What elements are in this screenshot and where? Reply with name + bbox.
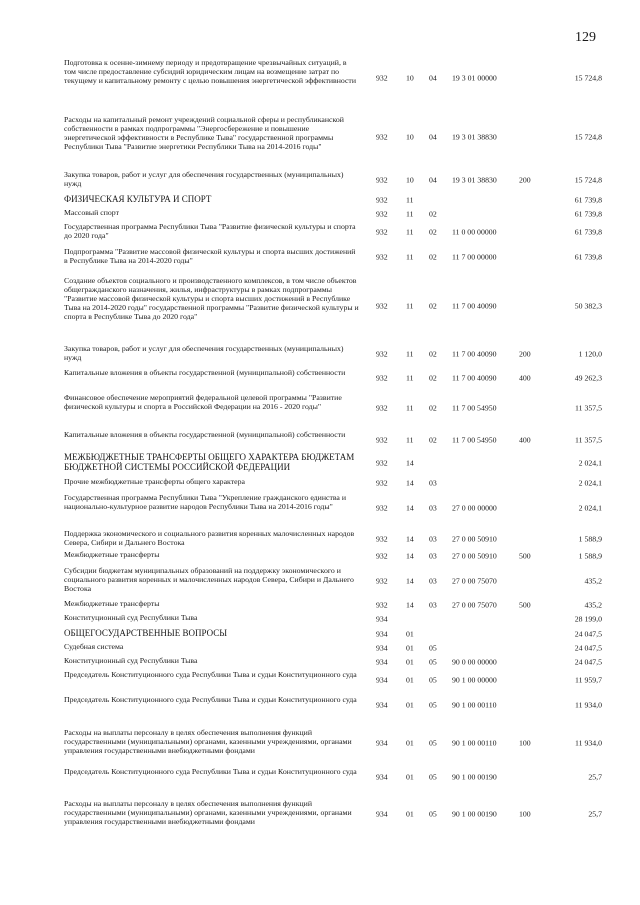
row-description: Расходы на выплаты персоналу в целях обеспечения выполнения функций государственными (муниципальными) органами, казенными учреждениями, органами управления государственными внебюджетными фондами xyxy=(64,799,352,826)
ved-code: 932 xyxy=(376,435,388,445)
target-article-code: 90 1 00 00190 xyxy=(452,772,497,782)
ved-code: 934 xyxy=(376,657,388,666)
subsection-code: 04 xyxy=(429,175,437,185)
section-code: 11 xyxy=(406,195,414,205)
subsection-code: 03 xyxy=(429,534,437,544)
expense-type-code: 500 xyxy=(519,551,531,560)
section-code: 14 xyxy=(406,576,414,586)
subsection-code: 02 xyxy=(429,435,437,445)
amount: 11 934,0 xyxy=(575,700,602,710)
target-article-code: 19 3 01 38830 xyxy=(452,175,497,185)
amount: 2 024,1 xyxy=(578,478,602,487)
subsection-code: 05 xyxy=(429,738,437,748)
table-row xyxy=(0,493,640,523)
amount: 15 724,8 xyxy=(574,132,602,142)
target-article-code: 19 3 01 38830 xyxy=(452,132,497,142)
row-description: Массовый спорт xyxy=(64,208,119,217)
ved-code: 932 xyxy=(376,195,388,205)
expense-type-code: 200 xyxy=(519,175,531,185)
amount: 11 357,5 xyxy=(575,435,602,445)
table-row xyxy=(0,728,640,758)
target-article-code: 11 7 00 40090 xyxy=(452,373,497,383)
row-description: Председатель Конституционного суда Республики Тыва и судьи Конституционного суда xyxy=(64,767,357,776)
table-row xyxy=(0,115,640,159)
table-row xyxy=(0,194,640,206)
subsection-code: 03 xyxy=(429,503,437,513)
row-description: Закупка товаров, работ и услуг для обеспечения государственных (муниципальных) нужд xyxy=(64,170,344,188)
ved-code: 934 xyxy=(376,614,388,623)
section-code: 01 xyxy=(406,675,414,685)
table-row xyxy=(0,656,640,667)
row-description: ОБЩЕГОСУДАРСТВЕННЫЕ ВОПРОСЫ xyxy=(64,628,228,638)
row-description: Поддержка экономического и социального развития коренных малочисленных народов Севера, Сибири и Дальнего Востока xyxy=(64,529,355,547)
amount: 11 959,7 xyxy=(575,675,602,685)
subsection-code: 03 xyxy=(429,600,437,609)
table-row xyxy=(0,222,640,242)
table-row xyxy=(0,566,640,596)
row-description: Подпрограмма "Развитие массовой физической культуры и спорта высших достижений в Республике Тыва на 2014-2020 годы" xyxy=(64,247,356,265)
row-description: Создание объектов социального и производственного комплексов, в том числе объектов общегражданского назначения, жилья, инфраструктуры в рамках подпрограммы "Развитие массовой физической культуры и спорта высших достижений в Республике Тыва на 2014-2020 годы" государственной программы "Развитие физической культуры и спорта в Республике Тыва до 2020 года" xyxy=(64,276,359,321)
ved-code: 934 xyxy=(376,772,388,782)
subsection-code: 03 xyxy=(429,576,437,586)
amount: 50 382,3 xyxy=(574,301,602,311)
table-row xyxy=(0,452,640,474)
amount: 24 047,5 xyxy=(574,643,602,652)
amount: 25,7 xyxy=(588,809,602,819)
section-code: 10 xyxy=(406,132,414,142)
amount: 28 199,0 xyxy=(574,614,602,623)
subsection-code: 05 xyxy=(429,772,437,782)
ved-code: 932 xyxy=(376,73,388,83)
subsection-code: 05 xyxy=(429,643,437,652)
row-description: Расходы на выплаты персоналу в целях обеспечения выполнения функций государственными (муниципальными) органами, казенными учреждениями, органами управления государственными внебюджетными фондами xyxy=(64,728,352,755)
table-row xyxy=(0,276,640,336)
row-description: Расходы на капитальный ремонт учреждений социальной сферы и республиканской собственности в рамках подпрограммы "Энергосбережение и повышение энергетической эффективности в Республике Тыва" государственной программы Республики Тыва "Развитие энергетики Республики Тыва на 2014-2016 годы" xyxy=(64,115,344,151)
ved-code: 932 xyxy=(376,209,388,218)
section-code: 11 xyxy=(406,403,414,413)
ved-code: 934 xyxy=(376,643,388,652)
ved-code: 932 xyxy=(376,252,388,262)
row-description: Председатель Конституционного суда Республики Тыва и судьи Конституционного суда xyxy=(64,670,357,679)
ved-code: 932 xyxy=(376,349,388,359)
subsection-code: 02 xyxy=(429,252,437,262)
ved-code: 934 xyxy=(376,700,388,710)
section-code: 01 xyxy=(406,643,414,652)
subsection-code: 02 xyxy=(429,301,437,311)
section-code: 14 xyxy=(406,458,414,468)
row-description: Конституционный суд Республики Тыва xyxy=(64,613,198,622)
table-row xyxy=(0,642,640,653)
ved-code: 932 xyxy=(376,301,388,311)
subsection-code: 02 xyxy=(429,227,437,237)
amount: 1 588,9 xyxy=(578,551,602,560)
table-row xyxy=(0,393,640,423)
ved-code: 932 xyxy=(376,132,388,142)
table-row xyxy=(0,767,640,787)
subsection-code: 02 xyxy=(429,349,437,359)
table-row xyxy=(0,628,640,640)
table-row xyxy=(0,477,640,488)
amount: 61 739,8 xyxy=(574,252,602,262)
amount: 435,2 xyxy=(584,576,602,586)
section-code: 11 xyxy=(406,373,414,383)
ved-code: 932 xyxy=(376,458,388,468)
section-code: 14 xyxy=(406,600,414,609)
row-description: Межбюджетные трансферты xyxy=(64,550,160,559)
row-description: Судебная система xyxy=(64,642,124,651)
amount: 1 588,9 xyxy=(578,534,602,544)
target-article-code: 11 7 00 00000 xyxy=(452,252,497,262)
table-row xyxy=(0,799,640,829)
ved-code: 934 xyxy=(376,809,388,819)
target-article-code: 90 1 00 00110 xyxy=(452,738,497,748)
expense-type-code: 400 xyxy=(519,373,531,383)
subsection-code: 04 xyxy=(429,73,437,83)
target-article-code: 27 0 00 75070 xyxy=(452,576,497,586)
table-row xyxy=(0,344,640,364)
amount: 61 739,8 xyxy=(574,209,602,218)
section-code: 01 xyxy=(406,657,414,666)
amount: 24 047,5 xyxy=(574,629,602,639)
section-code: 01 xyxy=(406,809,414,819)
table-row xyxy=(0,599,640,610)
section-code: 10 xyxy=(406,175,414,185)
target-article-code: 27 0 00 75070 xyxy=(452,600,497,609)
row-description: Межбюджетные трансферты xyxy=(64,599,160,608)
row-description: Капитальные вложения в объекты государственной (муниципальной) собственности xyxy=(64,430,346,439)
target-article-code: 27 0 00 50910 xyxy=(452,534,497,544)
target-article-code: 90 0 00 00000 xyxy=(452,657,497,666)
target-article-code: 90 1 00 00110 xyxy=(452,700,497,710)
section-code: 11 xyxy=(406,349,414,359)
ved-code: 932 xyxy=(376,175,388,185)
section-code: 14 xyxy=(406,551,414,560)
section-code: 11 xyxy=(406,252,414,262)
ved-code: 932 xyxy=(376,551,388,560)
amount: 61 739,8 xyxy=(574,227,602,237)
expense-type-code: 100 xyxy=(519,809,531,819)
subsection-code: 05 xyxy=(429,657,437,666)
expense-type-code: 500 xyxy=(519,600,531,609)
target-article-code: 27 0 00 00000 xyxy=(452,503,497,513)
row-description: Конституционный суд Республики Тыва xyxy=(64,656,198,665)
table-row xyxy=(0,695,640,715)
section-code: 14 xyxy=(406,503,414,513)
table-row xyxy=(0,208,640,219)
table-row xyxy=(0,613,640,624)
section-code: 11 xyxy=(406,301,414,311)
subsection-code: 02 xyxy=(429,209,437,218)
table-row xyxy=(0,670,640,690)
table-row xyxy=(0,368,640,388)
ved-code: 932 xyxy=(376,576,388,586)
ved-code: 932 xyxy=(376,373,388,383)
table-row xyxy=(0,529,640,549)
target-article-code: 11 7 00 40090 xyxy=(452,349,497,359)
section-code: 14 xyxy=(406,534,414,544)
expense-type-code: 200 xyxy=(519,349,531,359)
section-code: 01 xyxy=(406,629,414,639)
row-description: Подготовка к осенне-зимнему периоду и предотвращение чрезвычайных ситуаций, в том числе предоставление субсидий юридическим лицам на возмещение затрат по текущему и капитальному ремонту с целью повышения энергетической эффективности xyxy=(64,58,357,85)
section-code: 01 xyxy=(406,700,414,710)
target-article-code: 11 7 00 54950 xyxy=(452,403,497,413)
row-description: Председатель Конституционного суда Республики Тыва и судьи Конституционного суда xyxy=(64,695,357,704)
ved-code: 932 xyxy=(376,403,388,413)
row-description: ФИЗИЧЕСКАЯ КУЛЬТУРА И СПОРТ xyxy=(64,194,212,204)
row-description: Государственная программа Республики Тыва "Развитие физической культуры и спорта до 2020 года" xyxy=(64,222,356,240)
ved-code: 934 xyxy=(376,675,388,685)
subsection-code: 04 xyxy=(429,132,437,142)
amount: 2 024,1 xyxy=(578,503,602,513)
section-code: 01 xyxy=(406,772,414,782)
section-code: 10 xyxy=(406,73,414,83)
table-row xyxy=(0,550,640,561)
subsection-code: 03 xyxy=(429,478,437,487)
table-row xyxy=(0,247,640,267)
ved-code: 932 xyxy=(376,534,388,544)
section-code: 01 xyxy=(406,738,414,748)
amount: 11 934,0 xyxy=(575,738,602,748)
amount: 15 724,8 xyxy=(574,175,602,185)
ved-code: 932 xyxy=(376,227,388,237)
amount: 61 739,8 xyxy=(574,195,602,205)
amount: 11 357,5 xyxy=(575,403,602,413)
amount: 15 724,8 xyxy=(574,73,602,83)
row-description: Закупка товаров, работ и услуг для обеспечения государственных (муниципальных) нужд xyxy=(64,344,344,362)
section-code: 11 xyxy=(406,209,414,218)
row-description: Субсидии бюджетам муниципальных образований на поддержку экономического и социального развития коренных и малочисленных народов Севера, Сибири и Дальнего Востока xyxy=(64,566,354,593)
row-description: Финансовое обеспечение мероприятий федеральной целевой программы "Развитие физической культуры и спорта в Российской Федерации на 2016 - 2020 годы" xyxy=(64,393,342,411)
amount: 435,2 xyxy=(584,600,602,609)
ved-code: 934 xyxy=(376,629,388,639)
amount: 24 047,5 xyxy=(574,657,602,666)
target-article-code: 19 3 01 00000 xyxy=(452,73,497,83)
target-article-code: 90 1 00 00000 xyxy=(452,675,497,685)
subsection-code: 05 xyxy=(429,700,437,710)
section-code: 11 xyxy=(406,435,414,445)
section-code: 14 xyxy=(406,478,414,487)
amount: 25,7 xyxy=(588,772,602,782)
amount: 2 024,1 xyxy=(578,458,602,468)
row-description: Прочие межбюджетные трансферты общего характера xyxy=(64,477,245,486)
table-row xyxy=(0,430,640,450)
ved-code: 934 xyxy=(376,738,388,748)
subsection-code: 05 xyxy=(429,809,437,819)
target-article-code: 27 0 00 50910 xyxy=(452,551,497,560)
subsection-code: 02 xyxy=(429,373,437,383)
ved-code: 932 xyxy=(376,600,388,609)
ved-code: 932 xyxy=(376,478,388,487)
amount: 1 120,0 xyxy=(578,349,602,359)
row-description: МЕЖБЮДЖЕТНЫЕ ТРАНСФЕРТЫ ОБЩЕГО ХАРАКТЕРА БЮДЖЕТАМ БЮДЖЕТНОЙ СИСТЕМЫ РОССИЙСКОЙ ФЕДЕРАЦИИ xyxy=(64,452,355,472)
ved-code: 932 xyxy=(376,503,388,513)
subsection-code: 02 xyxy=(429,403,437,413)
row-description: Капитальные вложения в объекты государственной (муниципальной) собственности xyxy=(64,368,346,377)
table-row xyxy=(0,170,640,190)
section-code: 11 xyxy=(406,227,414,237)
expense-type-code: 100 xyxy=(519,738,531,748)
page-number: 129 xyxy=(575,30,596,45)
subsection-code: 05 xyxy=(429,675,437,685)
target-article-code: 11 7 00 54950 xyxy=(452,435,497,445)
expense-type-code: 400 xyxy=(519,435,531,445)
subsection-code: 03 xyxy=(429,551,437,560)
amount: 49 262,3 xyxy=(574,373,602,383)
row-description: Государственная программа Республики Тыва "Укрепление гражданского единства и национально-культурное развитие народов Республики Тыва на 2014-2016 годы" xyxy=(64,493,347,511)
target-article-code: 90 1 00 00190 xyxy=(452,809,497,819)
target-article-code: 11 7 00 40090 xyxy=(452,301,497,311)
table-row xyxy=(0,58,640,98)
target-article-code: 11 0 00 00000 xyxy=(452,227,497,237)
